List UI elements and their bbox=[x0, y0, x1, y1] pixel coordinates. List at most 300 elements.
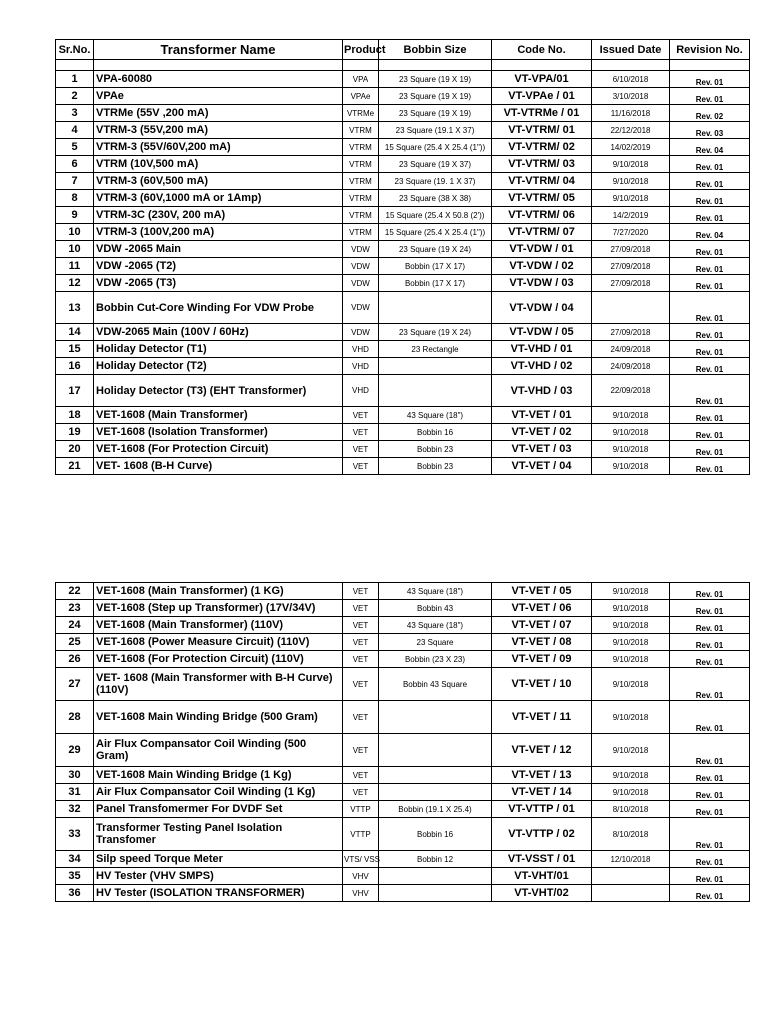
code-no-cell: VT-VET / 06 bbox=[492, 600, 592, 617]
sr-no-cell: 24 bbox=[56, 617, 94, 634]
table-row bbox=[56, 634, 750, 651]
bobbin-size-cell bbox=[379, 701, 492, 734]
bobbin-size-cell: Bobbin (23 X 23) bbox=[379, 651, 492, 668]
transformer-name-cell: VPAe bbox=[94, 88, 343, 105]
transformer-name-cell: Silp speed Torque Meter bbox=[94, 851, 343, 868]
sr-no-cell: 15 bbox=[56, 341, 94, 358]
transformer-name-cell: VTRM-3 (60V,500 mA) bbox=[94, 173, 343, 190]
issued-date-cell: 12/10/2018 bbox=[592, 851, 670, 868]
table-row bbox=[56, 701, 750, 734]
revision-no-cell: Rev. 01 bbox=[670, 651, 750, 668]
issued-date-cell: 8/10/2018 bbox=[592, 818, 670, 851]
transformer-name-cell: VTRM-3 (55V,200 mA) bbox=[94, 122, 343, 139]
table-row bbox=[56, 105, 750, 122]
product-cell: VHD bbox=[343, 341, 379, 358]
product-cell: VDW bbox=[343, 292, 379, 324]
bobbin-size-cell: Bobbin (17 X 17) bbox=[379, 258, 492, 275]
sr-no-cell: 5 bbox=[56, 139, 94, 156]
revision-no-cell: Rev. 01 bbox=[670, 173, 750, 190]
transformer-name-cell: VTRMe (55V ,200 mA) bbox=[94, 105, 343, 122]
revision-no-cell: Rev. 01 bbox=[670, 801, 750, 818]
table-row bbox=[56, 139, 750, 156]
sr-no-cell: 29 bbox=[56, 734, 94, 767]
product-cell: VTS/ VSS bbox=[343, 851, 379, 868]
issued-date-cell: 9/10/2018 bbox=[592, 701, 670, 734]
bobbin-size-cell: 43 Square (18") bbox=[379, 407, 492, 424]
sr-no-cell: 30 bbox=[56, 767, 94, 784]
product-cell: VDW bbox=[343, 241, 379, 258]
bobbin-size-cell bbox=[379, 868, 492, 885]
revision-no-cell: Rev. 01 bbox=[670, 784, 750, 801]
product-cell: VET bbox=[343, 767, 379, 784]
product-cell: VET bbox=[343, 634, 379, 651]
code-no-cell: VT-VPA/01 bbox=[492, 71, 592, 88]
code-no-cell: VT-VET / 14 bbox=[492, 784, 592, 801]
issued-date-cell: 9/10/2018 bbox=[592, 156, 670, 173]
product-cell: VPA bbox=[343, 71, 379, 88]
code-no-cell: VT-VTRM/ 05 bbox=[492, 190, 592, 207]
sr-no-cell: 35 bbox=[56, 868, 94, 885]
transformer-name-cell: HV Tester (VHV SMPS) bbox=[94, 868, 343, 885]
revision-no-cell: Rev. 01 bbox=[670, 241, 750, 258]
code-no-cell: VT-VET / 04 bbox=[492, 458, 592, 475]
table-row bbox=[56, 651, 750, 668]
product-cell: VET bbox=[343, 651, 379, 668]
issued-date-cell: 9/10/2018 bbox=[592, 458, 670, 475]
issued-date-cell: 24/09/2018 bbox=[592, 358, 670, 375]
issued-date-cell: 9/10/2018 bbox=[592, 668, 670, 701]
transformer-name-cell: VET-1608 Main Winding Bridge (500 Gram) bbox=[94, 701, 343, 734]
table-row bbox=[56, 173, 750, 190]
transformer-name-cell: VET- 1608 (B-H Curve) bbox=[94, 458, 343, 475]
sr-no-cell: 23 bbox=[56, 600, 94, 617]
bobbin-size-cell: Bobbin 43 Square bbox=[379, 668, 492, 701]
code-no-cell: VT-VTRM/ 03 bbox=[492, 156, 592, 173]
table-row bbox=[56, 424, 750, 441]
bobbin-size-cell: Bobbin 16 bbox=[379, 818, 492, 851]
sr-no-cell: 17 bbox=[56, 375, 94, 407]
bobbin-size-cell: Bobbin 16 bbox=[379, 424, 492, 441]
transformer-name-cell: VPA-60080 bbox=[94, 71, 343, 88]
product-cell: VET bbox=[343, 583, 379, 600]
table-row bbox=[56, 458, 750, 475]
revision-no-cell: Rev. 01 bbox=[670, 583, 750, 600]
sr-no-cell: 36 bbox=[56, 885, 94, 902]
product-cell: VTRM bbox=[343, 207, 379, 224]
code-no-cell: VT-VPAe / 01 bbox=[492, 88, 592, 105]
table-row bbox=[56, 600, 750, 617]
issued-date-cell: 27/09/2018 bbox=[592, 241, 670, 258]
product-cell: VHD bbox=[343, 375, 379, 407]
product-cell: VTRM bbox=[343, 173, 379, 190]
sr-no-cell: 26 bbox=[56, 651, 94, 668]
issued-date-cell: 3/10/2018 bbox=[592, 88, 670, 105]
table-row bbox=[56, 275, 750, 292]
issued-date-cell: 27/09/2018 bbox=[592, 324, 670, 341]
revision-no-cell: Rev. 01 bbox=[670, 156, 750, 173]
transformer-name-cell: VTRM-3 (55V/60V,200 mA) bbox=[94, 139, 343, 156]
code-no-cell: VT-VET / 08 bbox=[492, 634, 592, 651]
bobbin-size-cell: 23 Square (19 X 37) bbox=[379, 156, 492, 173]
code-no-cell: VT-VSST / 01 bbox=[492, 851, 592, 868]
product-cell: VPAe bbox=[343, 88, 379, 105]
header-sr-no: Sr.No. bbox=[56, 40, 94, 60]
revision-no-cell: Rev. 01 bbox=[670, 458, 750, 475]
product-cell: VTRM bbox=[343, 122, 379, 139]
sr-no-cell: 33 bbox=[56, 818, 94, 851]
bobbin-size-cell: Bobbin 23 bbox=[379, 441, 492, 458]
sr-no-cell: 28 bbox=[56, 701, 94, 734]
sr-no-cell: 27 bbox=[56, 668, 94, 701]
product-cell: VTRM bbox=[343, 139, 379, 156]
bobbin-size-cell: 23 Square bbox=[379, 634, 492, 651]
issued-date-cell: 8/10/2018 bbox=[592, 801, 670, 818]
table-row bbox=[56, 88, 750, 105]
issued-date-cell: 9/10/2018 bbox=[592, 784, 670, 801]
code-no-cell: VT-VET / 01 bbox=[492, 407, 592, 424]
issued-date-cell: 9/10/2018 bbox=[592, 651, 670, 668]
bobbin-size-cell bbox=[379, 358, 492, 375]
issued-date-cell: 11/16/2018 bbox=[592, 105, 670, 122]
issued-date-cell: 14/2/2019 bbox=[592, 207, 670, 224]
table-row bbox=[56, 407, 750, 424]
table-row bbox=[56, 207, 750, 224]
table-row bbox=[56, 801, 750, 818]
sr-no-cell: 1 bbox=[56, 71, 94, 88]
revision-no-cell: Rev. 01 bbox=[670, 617, 750, 634]
header-transformer-name: Transformer Name bbox=[94, 40, 343, 60]
transformer-name-cell: VET-1608 (For Protection Circuit) bbox=[94, 441, 343, 458]
transformer-name-cell: VDW -2065 Main bbox=[94, 241, 343, 258]
sr-no-cell: 34 bbox=[56, 851, 94, 868]
code-no-cell: VT-VET / 03 bbox=[492, 441, 592, 458]
table-row bbox=[56, 851, 750, 868]
revision-no-cell: Rev. 01 bbox=[670, 71, 750, 88]
code-no-cell: VT-VET / 11 bbox=[492, 701, 592, 734]
product-cell: VET bbox=[343, 668, 379, 701]
sr-no-cell: 6 bbox=[56, 156, 94, 173]
sr-no-cell: 21 bbox=[56, 458, 94, 475]
revision-no-cell: Rev. 01 bbox=[670, 885, 750, 902]
transformer-name-cell: VET-1608 (Main Transformer) (1 KG) bbox=[94, 583, 343, 600]
bobbin-size-cell bbox=[379, 784, 492, 801]
product-cell: VDW bbox=[343, 258, 379, 275]
bobbin-size-cell: 15 Square (25.4 X 50.8 (2')) bbox=[379, 207, 492, 224]
transformer-name-cell: Holiday Detector (T1) bbox=[94, 341, 343, 358]
table-row bbox=[56, 292, 750, 324]
revision-no-cell: Rev. 01 bbox=[670, 207, 750, 224]
revision-no-cell: Rev. 01 bbox=[670, 407, 750, 424]
header-row bbox=[56, 40, 750, 60]
code-no-cell: VT-VET / 02 bbox=[492, 424, 592, 441]
code-no-cell: VT-VTTP / 01 bbox=[492, 801, 592, 818]
bobbin-size-cell: Bobbin (19.1 X 25.4) bbox=[379, 801, 492, 818]
transformer-name-cell: Bobbin Cut-Core Winding For VDW Probe bbox=[94, 292, 343, 324]
product-cell: VHV bbox=[343, 868, 379, 885]
code-no-cell: VT-VHD / 03 bbox=[492, 375, 592, 407]
table-row bbox=[56, 868, 750, 885]
table-row bbox=[56, 358, 750, 375]
table-row bbox=[56, 617, 750, 634]
transformer-name-cell: Panel Transfomermer For DVDF Set bbox=[94, 801, 343, 818]
code-no-cell: VT-VTRM/ 04 bbox=[492, 173, 592, 190]
transformer-name-cell: VDW -2065 (T2) bbox=[94, 258, 343, 275]
table-row bbox=[56, 441, 750, 458]
code-no-cell: VT-VET / 05 bbox=[492, 583, 592, 600]
transformer-name-cell: VET- 1608 (Main Transformer with B-H Curve) (110V) bbox=[94, 668, 343, 701]
bobbin-size-cell: 15 Square (25.4 X 25.4 (1")) bbox=[379, 224, 492, 241]
sr-no-cell: 3 bbox=[56, 105, 94, 122]
revision-no-cell: Rev. 01 bbox=[670, 851, 750, 868]
revision-no-cell: Rev. 01 bbox=[670, 767, 750, 784]
product-cell: VTRM bbox=[343, 224, 379, 241]
table-row bbox=[56, 190, 750, 207]
revision-no-cell: Rev. 01 bbox=[670, 88, 750, 105]
transformer-name-cell: VET-1608 (Step up Transformer) (17V/34V) bbox=[94, 600, 343, 617]
revision-no-cell: Rev. 01 bbox=[670, 258, 750, 275]
bobbin-size-cell: 23 Square (19. 1 X 37) bbox=[379, 173, 492, 190]
bobbin-size-cell: Bobbin 12 bbox=[379, 851, 492, 868]
bobbin-size-cell: Bobbin 43 bbox=[379, 600, 492, 617]
transformer-name-cell: Air Flux Compansator Coil Winding (500 Gram) bbox=[94, 734, 343, 767]
code-no-cell: VT-VTRM/ 07 bbox=[492, 224, 592, 241]
issued-date-cell: 22/12/2018 bbox=[592, 122, 670, 139]
product-cell: VTRM bbox=[343, 156, 379, 173]
transformer-name-cell: HV Tester (ISOLATION TRANSFORMER) bbox=[94, 885, 343, 902]
code-no-cell: VT-VDW / 01 bbox=[492, 241, 592, 258]
bobbin-size-cell: 23 Square (38 X 38) bbox=[379, 190, 492, 207]
bobbin-size-cell: 23 Rectangle bbox=[379, 341, 492, 358]
code-no-cell: VT-VTRMe / 01 bbox=[492, 105, 592, 122]
code-no-cell: VT-VDW / 02 bbox=[492, 258, 592, 275]
blank-row bbox=[56, 60, 750, 71]
product-cell: VET bbox=[343, 424, 379, 441]
product-cell: VET bbox=[343, 458, 379, 475]
sr-no-cell: 7 bbox=[56, 173, 94, 190]
code-no-cell: VT-VTRM/ 01 bbox=[492, 122, 592, 139]
code-no-cell: VT-VHT/01 bbox=[492, 868, 592, 885]
bobbin-size-cell: 23 Square (19 X 24) bbox=[379, 241, 492, 258]
transformer-table-part-2 bbox=[55, 582, 750, 902]
revision-no-cell: Rev. 01 bbox=[670, 292, 750, 324]
table-row bbox=[56, 258, 750, 275]
header-issued-date: Issued Date bbox=[592, 40, 670, 60]
revision-no-cell: Rev. 01 bbox=[670, 358, 750, 375]
product-cell: VET bbox=[343, 600, 379, 617]
issued-date-cell: 7/27/2020 bbox=[592, 224, 670, 241]
issued-date-cell: 27/09/2018 bbox=[592, 258, 670, 275]
sr-no-cell: 18 bbox=[56, 407, 94, 424]
sr-no-cell: 8 bbox=[56, 190, 94, 207]
sr-no-cell: 14 bbox=[56, 324, 94, 341]
issued-date-cell: 9/10/2018 bbox=[592, 767, 670, 784]
sr-no-cell: 13 bbox=[56, 292, 94, 324]
code-no-cell: VT-VET / 10 bbox=[492, 668, 592, 701]
bobbin-size-cell: Bobbin (17 X 17) bbox=[379, 275, 492, 292]
transformer-name-cell: VET-1608 (Main Transformer) (110V) bbox=[94, 617, 343, 634]
revision-no-cell: Rev. 01 bbox=[670, 190, 750, 207]
header-code-no: Code No. bbox=[492, 40, 592, 60]
product-cell: VDW bbox=[343, 324, 379, 341]
table-row bbox=[56, 375, 750, 407]
transformer-name-cell: VET-1608 (Power Measure Circuit) (110V) bbox=[94, 634, 343, 651]
code-no-cell: VT-VDW / 04 bbox=[492, 292, 592, 324]
transformer-name-cell: VET-1608 Main Winding Bridge (1 Kg) bbox=[94, 767, 343, 784]
code-no-cell: VT-VET / 07 bbox=[492, 617, 592, 634]
code-no-cell: VT-VTRM/ 06 bbox=[492, 207, 592, 224]
issued-date-cell: 9/10/2018 bbox=[592, 441, 670, 458]
code-no-cell: VT-VET / 09 bbox=[492, 651, 592, 668]
sr-no-cell: 19 bbox=[56, 424, 94, 441]
table-row bbox=[56, 71, 750, 88]
transformer-name-cell: VET-1608 (Main Transformer) bbox=[94, 407, 343, 424]
table-row bbox=[56, 341, 750, 358]
product-cell: VET bbox=[343, 784, 379, 801]
revision-no-cell: Rev. 01 bbox=[670, 818, 750, 851]
issued-date-cell bbox=[592, 885, 670, 902]
transformer-name-cell: VTRM-3C (230V, 200 mA) bbox=[94, 207, 343, 224]
transformer-name-cell: VDW-2065 Main (100V / 60Hz) bbox=[94, 324, 343, 341]
code-no-cell: VT-VHD / 02 bbox=[492, 358, 592, 375]
sr-no-cell: 16 bbox=[56, 358, 94, 375]
revision-no-cell: Rev. 01 bbox=[670, 734, 750, 767]
issued-date-cell: 9/10/2018 bbox=[592, 734, 670, 767]
issued-date-cell: 9/10/2018 bbox=[592, 617, 670, 634]
header-bobbin-size: Bobbin Size bbox=[379, 40, 492, 60]
bobbin-size-cell: 23 Square (19 X 19) bbox=[379, 88, 492, 105]
table-row bbox=[56, 818, 750, 851]
transformer-name-cell: VTRM-3 (100V,200 mA) bbox=[94, 224, 343, 241]
sr-no-cell: 12 bbox=[56, 275, 94, 292]
bobbin-size-cell bbox=[379, 734, 492, 767]
revision-no-cell: Rev. 01 bbox=[670, 441, 750, 458]
bobbin-size-cell bbox=[379, 885, 492, 902]
bobbin-size-cell: 23 Square (19 X 19) bbox=[379, 105, 492, 122]
product-cell: VET bbox=[343, 407, 379, 424]
product-cell: VTRMe bbox=[343, 105, 379, 122]
product-cell: VET bbox=[343, 701, 379, 734]
transformer-name-cell: Holiday Detector (T2) bbox=[94, 358, 343, 375]
revision-no-cell: Rev. 01 bbox=[670, 701, 750, 734]
code-no-cell: VT-VHT/02 bbox=[492, 885, 592, 902]
transformer-name-cell: VTRM-3 (60V,1000 mA or 1Amp) bbox=[94, 190, 343, 207]
transformer-name-cell: Holiday Detector (T3) (EHT Transformer) bbox=[94, 375, 343, 407]
table-row bbox=[56, 767, 750, 784]
product-cell: VET bbox=[343, 617, 379, 634]
sr-no-cell: 10 bbox=[56, 241, 94, 258]
table-row bbox=[56, 324, 750, 341]
issued-date-cell: 27/09/2018 bbox=[592, 275, 670, 292]
bobbin-size-cell: 15 Square (25.4 X 25.4 (1")) bbox=[379, 139, 492, 156]
transformer-name-cell: VET-1608 (Isolation Transformer) bbox=[94, 424, 343, 441]
sr-no-cell: 20 bbox=[56, 441, 94, 458]
product-cell: VET bbox=[343, 441, 379, 458]
issued-date-cell: 22/09/2018 bbox=[592, 375, 670, 407]
product-cell: VTTP bbox=[343, 818, 379, 851]
issued-date-cell: 24/09/2018 bbox=[592, 341, 670, 358]
bobbin-size-cell bbox=[379, 375, 492, 407]
table-row bbox=[56, 668, 750, 701]
code-no-cell: VT-VTTP / 02 bbox=[492, 818, 592, 851]
issued-date-cell bbox=[592, 292, 670, 324]
bobbin-size-cell: Bobbin 23 bbox=[379, 458, 492, 475]
product-cell: VHV bbox=[343, 885, 379, 902]
issued-date-cell: 9/10/2018 bbox=[592, 634, 670, 651]
revision-no-cell: Rev. 03 bbox=[670, 122, 750, 139]
bobbin-size-cell: 23 Square (19 X 19) bbox=[379, 71, 492, 88]
revision-no-cell: Rev. 01 bbox=[670, 324, 750, 341]
code-no-cell: VT-VET / 13 bbox=[492, 767, 592, 784]
sr-no-cell: 11 bbox=[56, 258, 94, 275]
product-cell: VTTP bbox=[343, 801, 379, 818]
issued-date-cell: 14/02/2019 bbox=[592, 139, 670, 156]
issued-date-cell: 9/10/2018 bbox=[592, 407, 670, 424]
sr-no-cell: 10 bbox=[56, 224, 94, 241]
table-row bbox=[56, 885, 750, 902]
revision-no-cell: Rev. 01 bbox=[670, 341, 750, 358]
transformer-name-cell: Transformer Testing Panel Isolation Transfomer bbox=[94, 818, 343, 851]
issued-date-cell: 9/10/2018 bbox=[592, 173, 670, 190]
table-row bbox=[56, 156, 750, 173]
code-no-cell: VT-VTRM/ 02 bbox=[492, 139, 592, 156]
table-row bbox=[56, 241, 750, 258]
table-row bbox=[56, 784, 750, 801]
bobbin-size-cell: 43 Square (18") bbox=[379, 583, 492, 600]
table-row bbox=[56, 734, 750, 767]
code-no-cell: VT-VDW / 05 bbox=[492, 324, 592, 341]
sr-no-cell: 2 bbox=[56, 88, 94, 105]
code-no-cell: VT-VHD / 01 bbox=[492, 341, 592, 358]
bobbin-size-cell bbox=[379, 292, 492, 324]
transformer-table-part-1 bbox=[55, 39, 750, 475]
sr-no-cell: 32 bbox=[56, 801, 94, 818]
issued-date-cell: 9/10/2018 bbox=[592, 600, 670, 617]
transformer-name-cell: Air Flux Compansator Coil Winding (1 Kg) bbox=[94, 784, 343, 801]
revision-no-cell: Rev. 01 bbox=[670, 668, 750, 701]
product-cell: VTRM bbox=[343, 190, 379, 207]
bobbin-size-cell: 23 Square (19.1 X 37) bbox=[379, 122, 492, 139]
transformer-name-cell: VTRM (10V,500 mA) bbox=[94, 156, 343, 173]
bobbin-size-cell bbox=[379, 767, 492, 784]
header-revision-no: Revision No. bbox=[670, 40, 750, 60]
revision-no-cell: Rev. 04 bbox=[670, 139, 750, 156]
revision-no-cell: Rev. 04 bbox=[670, 224, 750, 241]
issued-date-cell: 6/10/2018 bbox=[592, 71, 670, 88]
code-no-cell: VT-VET / 12 bbox=[492, 734, 592, 767]
revision-no-cell: Rev. 01 bbox=[670, 424, 750, 441]
table-row bbox=[56, 224, 750, 241]
product-cell: VDW bbox=[343, 275, 379, 292]
transformer-name-cell: VDW -2065 (T3) bbox=[94, 275, 343, 292]
issued-date-cell: 9/10/2018 bbox=[592, 583, 670, 600]
transformer-name-cell: VET-1608 (For Protection Circuit) (110V) bbox=[94, 651, 343, 668]
bobbin-size-cell: 43 Square (18") bbox=[379, 617, 492, 634]
sr-no-cell: 25 bbox=[56, 634, 94, 651]
table-row bbox=[56, 122, 750, 139]
sr-no-cell: 31 bbox=[56, 784, 94, 801]
product-cell: VET bbox=[343, 734, 379, 767]
revision-no-cell: Rev. 01 bbox=[670, 275, 750, 292]
revision-no-cell: Rev. 02 bbox=[670, 105, 750, 122]
issued-date-cell: 9/10/2018 bbox=[592, 190, 670, 207]
issued-date-cell bbox=[592, 868, 670, 885]
sr-no-cell: 9 bbox=[56, 207, 94, 224]
issued-date-cell: 9/10/2018 bbox=[592, 424, 670, 441]
header-product: Product bbox=[343, 40, 379, 60]
revision-no-cell: Rev. 01 bbox=[670, 868, 750, 885]
bobbin-size-cell: 23 Square (19 X 24) bbox=[379, 324, 492, 341]
sr-no-cell: 22 bbox=[56, 583, 94, 600]
